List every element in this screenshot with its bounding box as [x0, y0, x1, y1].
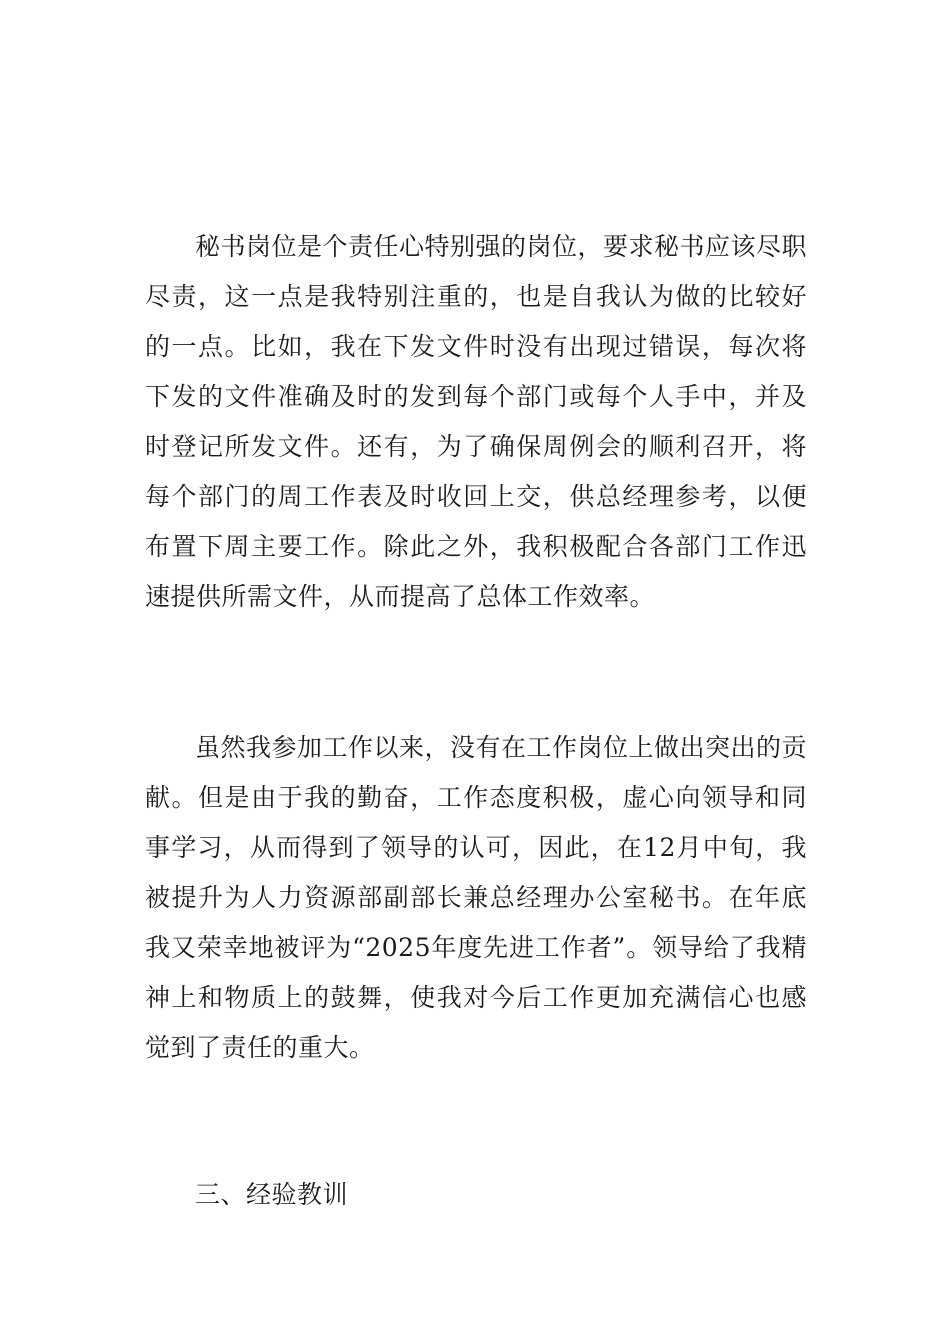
section-heading-lessons: 三、经验教训 — [195, 1180, 349, 1209]
body-paragraph-secretary-duties: 秘书岗位是个责任心特别强的岗位，要求秘书应该尽职尽责，这一点是我特别注重的，也是自我认为做的比较好的一点。比如，我在下发文件时没有出现过错误，每次将下发的文件准确及时的发到每个部门或每个人手中，并及时登记所发文件。还有，为了确保周例会的顺利召开，将每个部门的周工作表及时收回上交，供总经理参考，以便布置下周主要工作。除此之外，我积极配合各部门工作迅速提供所需文件，从而提高了总体工作效率。 — [145, 232, 808, 611]
body-paragraph-achievements: 虽然我参加工作以来，没有在工作岗位上做出突出的贡献。但是由于我的勤奋，工作态度积极，虚心向领导和同事学习，从而得到了领导的认可，因此，在12月中旬，我被提升为人力资源部副部长兼总经理办公室秘书。在年底我又荣幸地被评为“2025年度先进工作者”。领导给了我精神上和物质上的鼓舞，使我对今后工作更加充满信心也感觉到了责任的重大。 — [145, 733, 808, 1062]
